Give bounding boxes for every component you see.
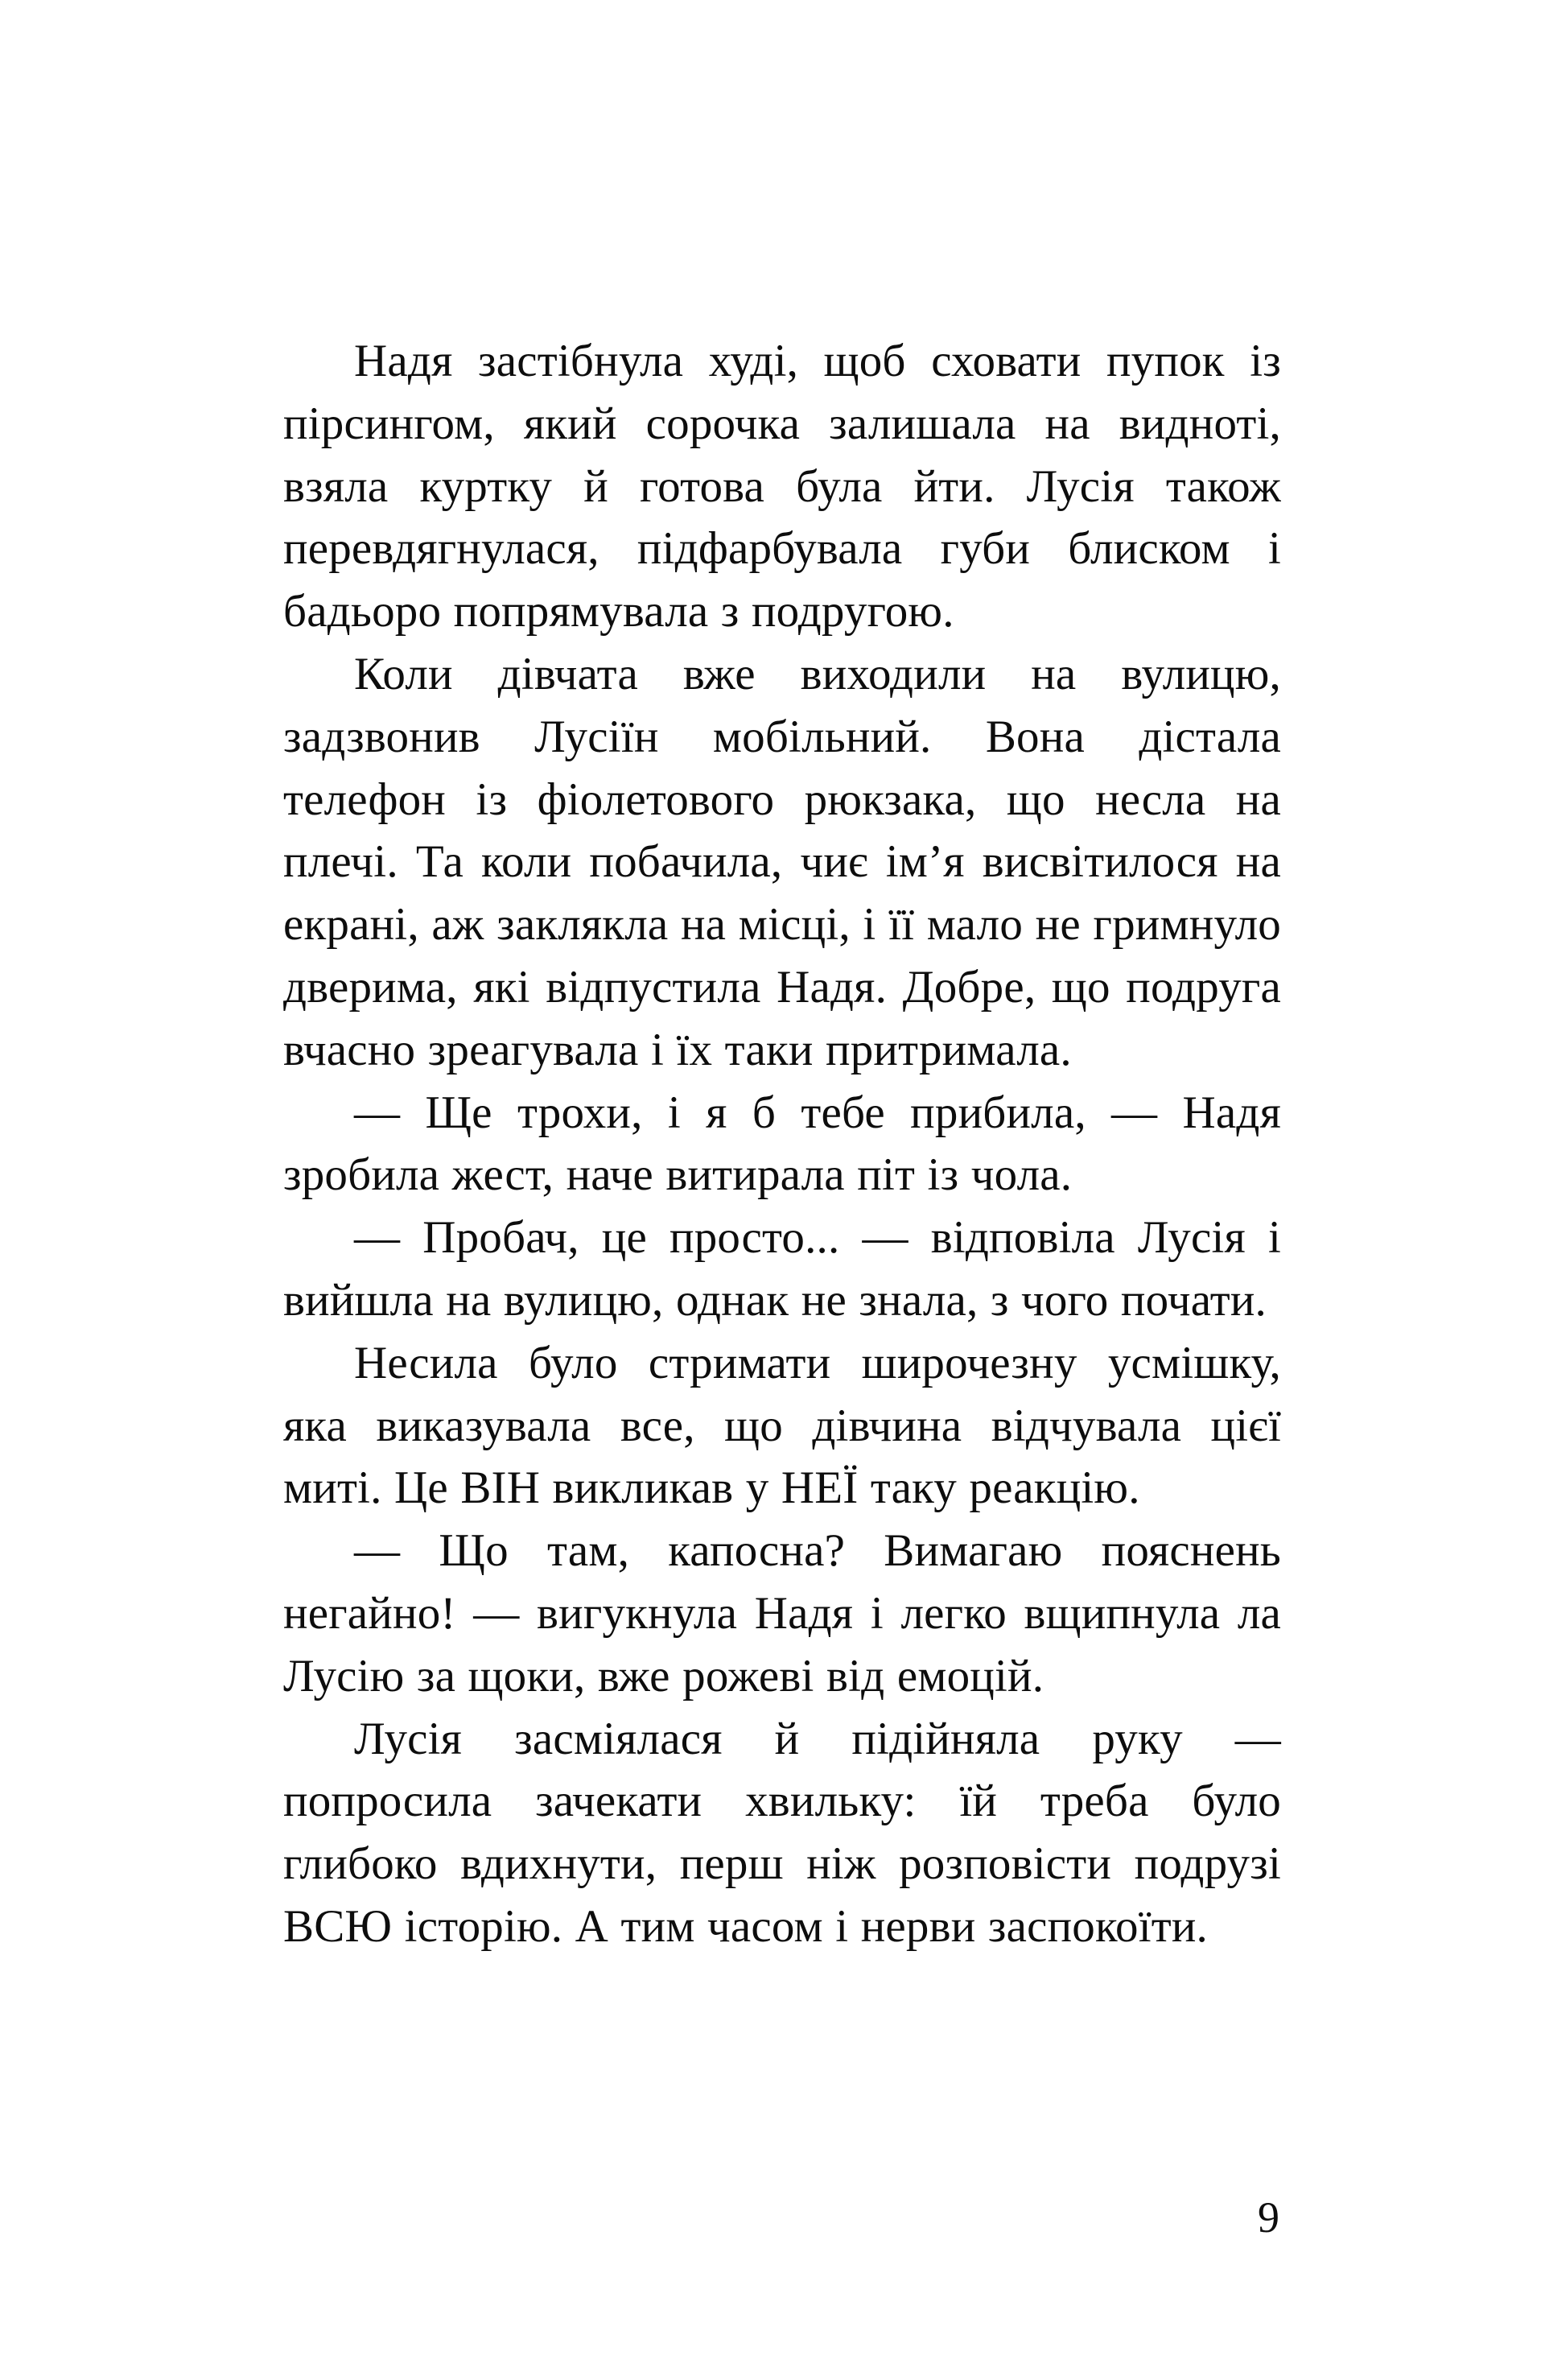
- paragraph: — Пробач, це просто... — відповіла Лусія і вийшла на вулицю, однак не знала, з чого почати.: [283, 1212, 1281, 1326]
- paragraph: Лусія засміялася й підійняла руку — попросила зачекати хвильку: їй треба було глибоко вдихнути, перш ніж розповісти подрузі ВСЮ історію. А тим часом і нерви заспокоїти.: [283, 1713, 1281, 1952]
- paragraph: — Ще трохи, і я б тебе прибила, — Надя зробила жест, наче витирала піт із чола.: [283, 1087, 1281, 1201]
- page-number: 9: [1258, 2193, 1279, 2242]
- paragraph: Надя застібнула худі, щоб сховати пупок із пірсингом, який сорочка залишала на видноті, взяла куртку й готова була йти. Лусія також перевдягнулася, підфарбувала губи блиском і бадьоро попрямувала з подругою.: [283, 336, 1281, 637]
- paragraph: Несила було стримати широчезну усмішку, яка виказувала все, що дівчина відчувала цієї миті. Це ВІН викликав у НЕЇ таку реакцію.: [283, 1337, 1281, 1514]
- paragraph: Коли дівчата вже виходили на вулицю, задзвонив Лусіїн мобільний. Вона дістала телефон із фіолетового рюкзака, що несла на плечі. Та коли побачила, чиє ім’я висвітилося на екрані, аж заклякла на місці, і її мало не гримнуло дверима, які відпустила Надя. Добре, що подруга вчасно зреагувала і їх таки притримала.: [283, 648, 1281, 1075]
- paragraph: — Що там, капосна? Вимагаю пояснень негайно! — вигукнула Надя і легко вщипнула ла Лусію за щоки, вже рожеві від емоцій.: [283, 1525, 1281, 1701]
- page-body-text: [283, 330, 1281, 1958]
